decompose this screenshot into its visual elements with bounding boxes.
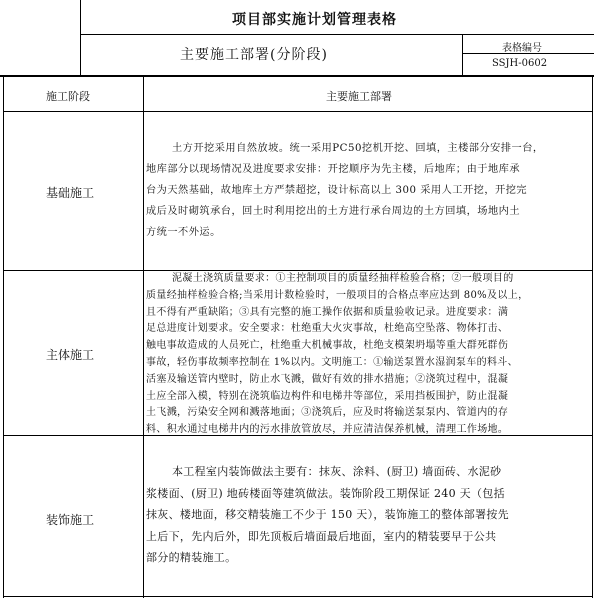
text-line: 方统一不外运。 bbox=[146, 227, 221, 238]
header-left-rule bbox=[80, 0, 81, 75]
table-header-rule bbox=[3, 111, 593, 112]
text-line: 浆楼面、(厨卫) 地砖楼面等建筑做法。装饰阶段工期保证 240 天（包括 bbox=[146, 486, 505, 500]
text-line: 部分的精装施工。 bbox=[146, 551, 237, 564]
table-outer-left bbox=[3, 77, 4, 598]
text-line: 泥凝土浇筑质量要求：①主控制项目的质量经抽样检验合格；②一般项目的 bbox=[172, 273, 514, 284]
text-line: 台为天然基础，故地库土方严禁超挖，设计标高以上 300 采用人工开挖，开挖完 bbox=[146, 185, 528, 196]
column-header-content: 主要施工部署 bbox=[326, 90, 392, 103]
phase-label: 装饰施工 bbox=[46, 513, 95, 527]
form-code-label: 表格编号 bbox=[502, 43, 542, 54]
text-line: 事故，轻伤事故频率控制在 1%以内。文明施工：①输送泵置水湿润泵车的料斗、 bbox=[146, 356, 518, 368]
column-header-phase: 施工阶段 bbox=[46, 90, 90, 103]
text-line: 土方开挖采用自然放坡。统一采用PC50挖机开挖、回填，主楼部分安排一台， bbox=[172, 143, 544, 154]
form-subtitle: 主要施工部署(分阶段) bbox=[180, 47, 328, 63]
text-line: 足总进度计划要求。安全要求：杜绝重大火灾事故，杜绝高空坠落、物体打击、 bbox=[146, 323, 509, 335]
form-title: 项目部实施计划管理表格 bbox=[232, 12, 397, 28]
table-bottom-rule bbox=[3, 596, 593, 597]
deployment-text bbox=[146, 461, 509, 569]
text-line: 料、积水通过电梯井内的污水排放管放尽，并应清洁保养机械，清理工作场地。 bbox=[146, 424, 509, 436]
text-line: 地库部分以现场情况及进度要求安排：开挖顺序为先主楼，后地库；由于地库承 bbox=[146, 164, 521, 175]
deployment-text bbox=[146, 271, 528, 439]
text-line: 质量经抽样检验合格;当采用计数检验时，一般项目的合格点率应达到 80%及以上， bbox=[146, 289, 529, 301]
table-outer-right bbox=[592, 77, 593, 598]
phase-label: 基础施工 bbox=[46, 186, 95, 200]
text-line: 上后下，先内后外，即先顶板后墙面最后地面，室内的精装要早于公共 bbox=[146, 529, 497, 543]
code-box-divider bbox=[462, 34, 463, 75]
header-title-rule bbox=[80, 34, 594, 35]
text-line: 触电事故造成的人员死亡，杜绝重大机械事故，杜绝支模架坍塌等重大群死群伤 bbox=[146, 340, 509, 352]
phase-label: 主体施工 bbox=[46, 348, 95, 362]
header-bottom-rule bbox=[0, 75, 594, 77]
text-line: 且不得有严重缺陷；③具有完整的施工操作依据和质量验收记录。进度要求：满 bbox=[146, 306, 509, 318]
text-line: 成后及时砌筑承台，回土时利用挖出的土方进行承台周边的土方回填，场地内土 bbox=[146, 206, 521, 217]
form-code-value: SSJH-0602 bbox=[492, 58, 548, 69]
text-line: 土应全部入模，特别在浇筑临边构件和电梯井等部位，采用挡板围护，防止混凝 bbox=[146, 390, 509, 402]
text-line: 土飞溅，污染安全网和溅落地面；③浇筑后，应及时将输送泵泵内、管道内的存 bbox=[146, 407, 509, 419]
text-line: 本工程室内装饰做法主要有：抹灰、涂料、(厨卫) 墙面砖、水泥砂 bbox=[172, 465, 502, 478]
text-line: 抹灰、楼地面，移交精装施工不少于 150 天），装饰施工的整体部署按先 bbox=[146, 508, 509, 521]
deployment-text bbox=[146, 138, 544, 243]
table-col-divider bbox=[143, 77, 144, 598]
text-line: 活塞及输送管内壁时，防止水飞溅，做好有效的排水措施；②浇筑过程中，混凝 bbox=[146, 373, 509, 385]
